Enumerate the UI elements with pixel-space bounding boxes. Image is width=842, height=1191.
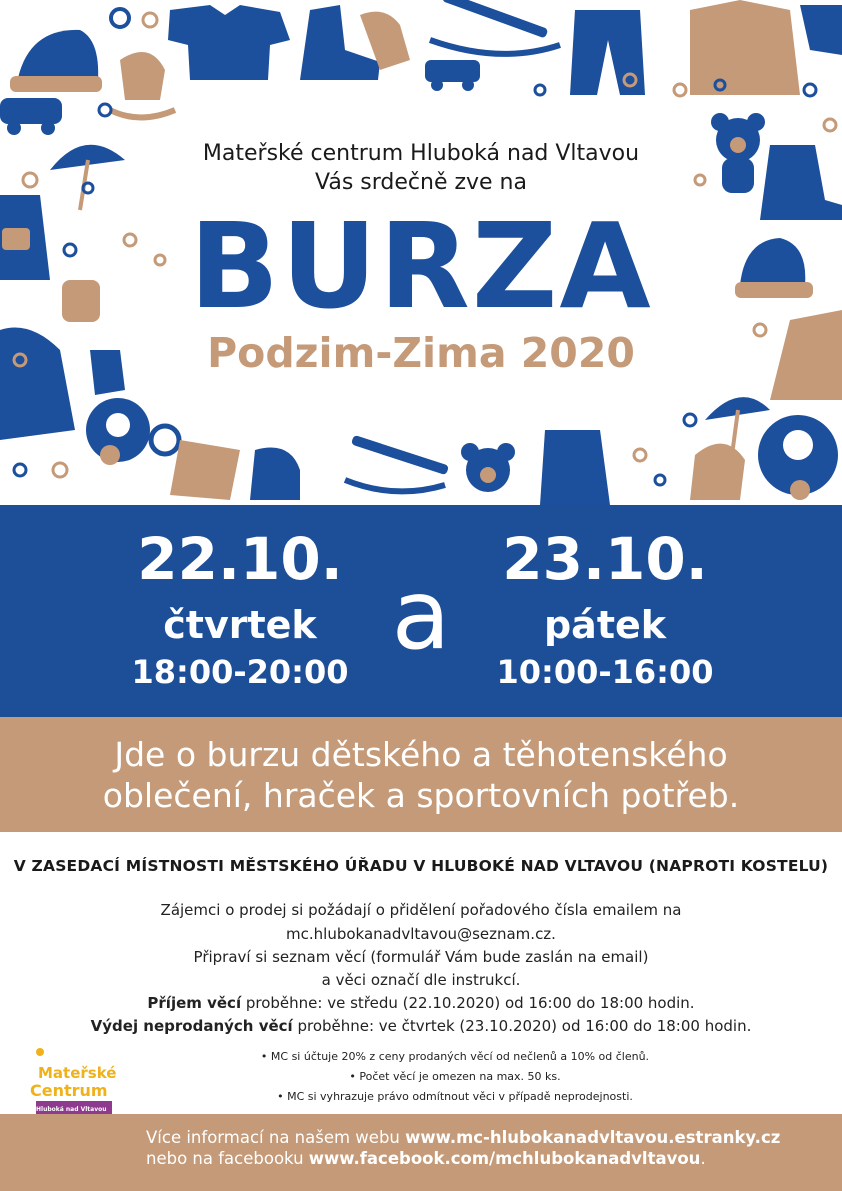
footer-fb-label: nebo na facebooku bbox=[146, 1149, 309, 1168]
footer-period: . bbox=[700, 1149, 706, 1168]
bib-icon bbox=[86, 398, 150, 465]
toy-car-icon bbox=[425, 60, 480, 91]
day-1: čtvrtek bbox=[163, 603, 317, 647]
intake-info bbox=[0, 994, 842, 1012]
footer-band bbox=[0, 1114, 842, 1191]
info-line-4: a věci označí dle instrukcí. bbox=[321, 971, 521, 989]
logo-subtext: Hluboká nad Vltavou bbox=[36, 1106, 107, 1113]
pacifier-icon bbox=[151, 426, 179, 454]
return-label: Výdej neprodaných věcí bbox=[90, 1017, 293, 1035]
info-line-1: Zájemci o prodej si požádají o přidělení pořadového čísla emailem na bbox=[160, 901, 682, 919]
time-2: 10:00-16:00 bbox=[496, 653, 714, 691]
date-column-1 bbox=[90, 525, 390, 691]
note-rejection: • MC si vyhrazuje právo odmítnout věci v případě neprodejnosti. bbox=[277, 1090, 633, 1103]
info-line-3: Připraví si seznam věcí (formulář Vám bude zaslán na email) bbox=[193, 948, 649, 966]
venue-location: V ZASEDACÍ MÍSTNOSTI MĚSTSKÉHO ÚŘADU V HLUBOKÉ NAD VLTAVOU (NAPROTI KOSTELU) bbox=[13, 857, 829, 875]
time-1: 18:00-20:00 bbox=[131, 653, 349, 691]
tagline-line-2: oblečení, hraček a sportovních potřeb. bbox=[102, 776, 740, 815]
website-link[interactable]: www.mc-hlubokanadvltavou.estranky.cz bbox=[405, 1128, 781, 1147]
logo-text-1: Mateřské bbox=[38, 1064, 117, 1082]
note-commission: • MC si účtuje 20% z ceny prodaných věcí od nečlenů a 10% od členů. bbox=[260, 1050, 650, 1063]
jacket-icon bbox=[690, 0, 800, 95]
dates-band bbox=[0, 505, 842, 717]
note-item-limit: • Počet věcí je omezen na max. 50 ks. bbox=[349, 1070, 561, 1083]
intro-line-2: Vás srdečně zve na bbox=[315, 170, 527, 195]
car-icon bbox=[0, 98, 62, 135]
onesie-bottom-icon bbox=[540, 430, 610, 505]
date-1: 22.10. bbox=[137, 525, 343, 593]
facebook-link[interactable]: www.facebook.com/mchlubokanadvltavou bbox=[308, 1149, 701, 1168]
return-info bbox=[0, 1017, 842, 1035]
date-2: 23.10. bbox=[502, 525, 708, 593]
t-shirt-icon bbox=[168, 5, 290, 80]
event-title: BURZA bbox=[189, 197, 653, 335]
bib-right-icon bbox=[758, 415, 838, 500]
intro-line-1: Mateřské centrum Hluboká nad Vltavou bbox=[202, 141, 640, 166]
footer-line-1 bbox=[146, 1128, 780, 1147]
footer-line-2 bbox=[146, 1149, 706, 1168]
booties-icon bbox=[170, 440, 240, 500]
return-text: proběhne: ve čtvrtek (23.10.2020) od 16:00 do 18:00 hodin. bbox=[292, 1017, 752, 1035]
teddy-bear-icon bbox=[461, 443, 515, 492]
intake-text: proběhne: ve středu (22.10.2020) od 16:00 do 18:00 hodin. bbox=[241, 994, 695, 1012]
intake-label: Příjem věcí bbox=[147, 994, 242, 1012]
mitten-blue-icon bbox=[250, 448, 300, 501]
tagline-line-1: Jde o burzu dětského a těhotenského bbox=[114, 735, 728, 774]
logo-text-2: Centrum bbox=[30, 1081, 108, 1100]
sled-icon bbox=[430, 0, 560, 54]
tagline-band bbox=[0, 717, 842, 832]
sled-bottom-icon bbox=[345, 435, 449, 492]
date-connector: a bbox=[391, 559, 451, 671]
knit-hat-icon bbox=[10, 30, 102, 92]
event-subtitle: Podzim-Zima 2020 bbox=[207, 329, 635, 377]
shoe-icon bbox=[800, 5, 842, 55]
ring-icon bbox=[111, 9, 129, 27]
pants-icon bbox=[570, 10, 645, 95]
day-2: pátek bbox=[543, 603, 667, 647]
footer-web-label: Více informací na našem webu bbox=[146, 1128, 406, 1147]
rocking-horse-right-icon bbox=[690, 444, 745, 500]
contact-email: mc.hlubokanadvltavou@seznam.cz. bbox=[286, 925, 556, 943]
date-column-2 bbox=[455, 525, 755, 691]
rocking-horse-icon bbox=[110, 52, 175, 118]
